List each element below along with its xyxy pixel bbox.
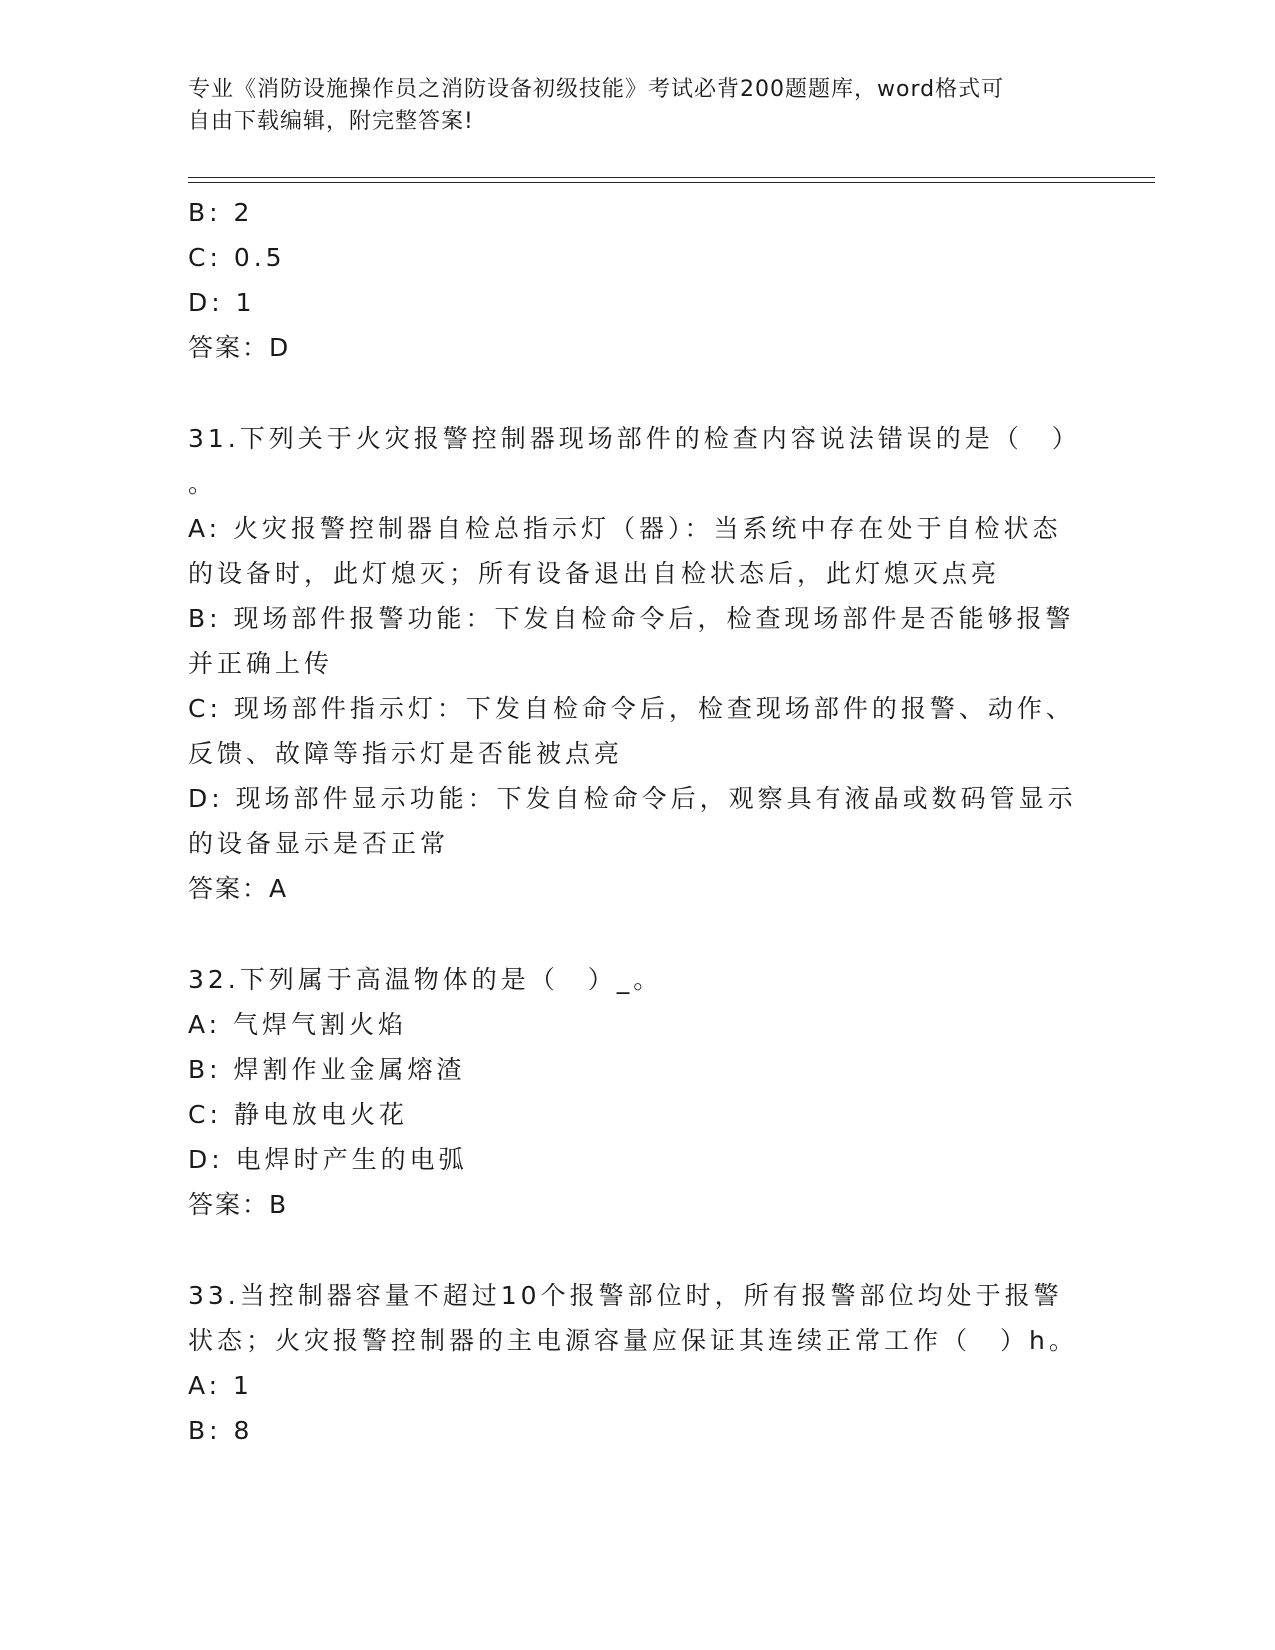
- question-stem: 32.下列属于高温物体的是（ ）_。: [188, 965, 663, 994]
- option-a: 的设备时，此灯熄灭；所有设备退出自检状态后，此灯熄灭点亮: [188, 559, 1001, 588]
- option-b: 并正确上传: [188, 649, 334, 678]
- question-32: [188, 957, 1088, 1227]
- option-d: D: 现场部件显示功能：下发自检命令后，观察具有液晶或数码管显示: [188, 784, 1077, 813]
- answer: 答案：A: [188, 874, 289, 903]
- question-30-continuation: [188, 190, 1088, 370]
- header-line-1: 专业《消防设施操作员之消防设备初级技能》考试必背200题题库，word格式可: [188, 77, 1005, 102]
- option-b: B: 2: [188, 198, 254, 227]
- header-divider-bottom: [188, 182, 1155, 183]
- option-c: 反馈、故障等指示灯是否能被点亮: [188, 739, 624, 768]
- header-divider-top: [188, 177, 1155, 178]
- spacer: [188, 370, 1088, 416]
- option-a: A: 气焊气割火焰: [188, 1010, 408, 1039]
- document-header: [188, 74, 1088, 138]
- question-33: [188, 1273, 1088, 1453]
- option-b: B: 8: [188, 1416, 254, 1445]
- header-line-2: 自由下载编辑，附完整答案!: [188, 109, 474, 134]
- option-d: D: 电焊时产生的电弧: [188, 1145, 468, 1174]
- option-a: A: 火灾报警控制器自检总指示灯（器）：当系统中存在处于自检状态: [188, 514, 1062, 543]
- option-d: 的设备显示是否正常: [188, 829, 450, 858]
- spacer: [188, 1227, 1088, 1273]
- answer: 答案：B: [188, 1190, 289, 1219]
- option-d: D: 1: [188, 288, 256, 317]
- option-b: B: 现场部件报警功能：下发自检命令后，检查现场部件是否能够报警: [188, 604, 1075, 633]
- answer: 答案：D: [188, 333, 291, 362]
- option-c: C: 现场部件指示灯：下发自检命令后，检查现场部件的报警、动作、: [188, 694, 1075, 723]
- question-stem: 状态；火灾报警控制器的主电源容量应保证其连续正常工作（ ）h。: [188, 1326, 1078, 1355]
- question-31: [188, 416, 1088, 911]
- question-stem: 。: [188, 469, 218, 498]
- option-b: B: 焊割作业金属熔渣: [188, 1055, 466, 1084]
- option-c: C: 0.5: [188, 243, 286, 272]
- question-stem: 31.下列关于火灾报警控制器现场部件的检查内容说法错误的是（ ）: [188, 424, 1081, 453]
- question-stem: 33.当控制器容量不超过10个报警部位时，所有报警部位均处于报警: [188, 1281, 1063, 1310]
- spacer: [188, 911, 1088, 957]
- document-body: [188, 190, 1088, 1453]
- option-a: A: 1: [188, 1371, 253, 1400]
- option-c: C: 静电放电火花: [188, 1100, 408, 1129]
